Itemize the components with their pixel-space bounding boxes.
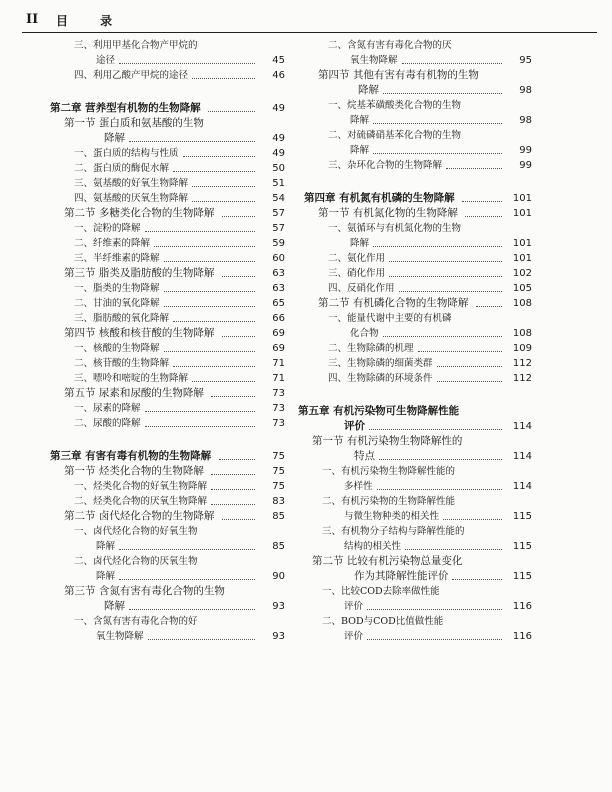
toc-entry-title: 第四节 其他有害有毒有机物的生物 <box>318 69 479 81</box>
toc-entry-title: 一、烷基苯磺酸类化合物的生物 <box>328 100 462 111</box>
toc-entry-title: 四、生物除磷的环境条件 <box>328 373 433 384</box>
toc-entry-title: 化合物 <box>350 328 379 339</box>
toc-section[interactable] <box>44 131 285 146</box>
toc-page-number: 73 <box>272 403 285 414</box>
toc-subsection[interactable] <box>44 629 285 644</box>
leader-dots <box>211 479 255 490</box>
toc-entry-title: 结构的相关性 <box>344 541 402 552</box>
toc-subsection[interactable] <box>298 221 532 236</box>
toc-subsection[interactable] <box>298 614 532 629</box>
leader-dots <box>437 371 502 382</box>
leader-dots <box>164 296 255 307</box>
toc-page-number: 59 <box>272 238 285 249</box>
toc-entry-title: 氧生物降解 <box>350 55 398 66</box>
toc-entry-title: 降解 <box>350 238 370 249</box>
toc-entry-title: 一、卤代烃化合物的好氧生物 <box>74 526 198 537</box>
toc-page-number: 116 <box>512 631 532 642</box>
toc-subsection[interactable] <box>44 494 285 509</box>
toc-subsection[interactable] <box>298 326 532 341</box>
leader-dots <box>399 281 502 292</box>
toc-page-number: 75 <box>272 451 285 462</box>
toc-entry-title: 降解 <box>96 571 116 582</box>
toc-entry-title: 四、氨基酸的厌氧生物降解 <box>74 193 189 204</box>
toc-subsection[interactable] <box>298 584 532 599</box>
leader-dots <box>219 449 255 460</box>
toc-page-number: 114 <box>512 421 532 432</box>
toc-section[interactable] <box>44 509 285 524</box>
toc-entry-title: 二、含氮有害有毒化合物的厌 <box>328 40 452 51</box>
toc-entry-title: 降解 <box>104 600 125 612</box>
leader-dots <box>222 266 255 277</box>
toc-entry-title: 第一节 有机氮化物的生物降解 <box>318 207 458 219</box>
toc-page-number: 57 <box>272 223 285 234</box>
leader-dots <box>192 68 255 79</box>
toc-subsection[interactable] <box>44 524 285 539</box>
toc-entry-title: 第一节 蛋白质和氨基酸的生物 <box>64 117 204 129</box>
toc-entry-title: 与微生物种类的相关性 <box>344 511 440 522</box>
toc-page-number: 93 <box>272 601 285 612</box>
toc-subsection[interactable] <box>298 599 532 614</box>
toc-subsection[interactable] <box>44 281 285 296</box>
leader-dots <box>192 176 255 187</box>
toc-page-number: 108 <box>512 328 532 339</box>
leader-dots <box>211 386 255 397</box>
toc-page-number: 73 <box>272 418 285 429</box>
toc-subsection[interactable] <box>44 221 285 236</box>
toc-section[interactable] <box>44 584 285 599</box>
toc-entry-title: 三、有机物分子结构与降解性能的 <box>322 526 465 537</box>
toc-entry-title: 二、有机污染物的生物降解性能 <box>322 496 456 507</box>
toc-subsection[interactable] <box>298 128 532 143</box>
leader-dots <box>452 569 502 580</box>
toc-section[interactable] <box>44 386 285 401</box>
toc-page-number: 85 <box>272 511 285 522</box>
toc-subsection[interactable] <box>44 479 285 494</box>
toc-entry-title: 一、能量代谢中主要的有机磷 <box>328 313 452 324</box>
toc-entry-title: 三、杂环化合物的生物降解 <box>328 160 443 171</box>
toc-left-column <box>44 38 285 644</box>
toc-page-number: 93 <box>272 631 285 642</box>
header-title: 目 录 <box>56 14 127 28</box>
toc-page-number: 46 <box>272 70 285 81</box>
toc-entry-title: 第五章 有机污染物可生物降解性能 <box>298 405 460 417</box>
toc-subsection[interactable] <box>298 371 532 386</box>
leader-dots <box>222 509 255 520</box>
toc-entry-title: 二、核苷酸的生物降解 <box>74 358 170 369</box>
leader-dots <box>183 146 255 157</box>
leader-dots <box>164 281 255 292</box>
leader-dots <box>367 599 502 610</box>
toc-entry-title: 二、蛋白质的酶促水解 <box>74 163 170 174</box>
toc-page-number: 112 <box>512 373 532 384</box>
toc-entry-title: 三、生物除磷的细菌类群 <box>328 358 433 369</box>
leader-dots <box>222 326 255 337</box>
toc-entry-title: 第三章 有害有毒有机物的生物降解 <box>50 450 212 462</box>
leader-dots <box>446 158 502 169</box>
leader-dots <box>418 341 502 352</box>
toc-page-number: 98 <box>519 85 532 96</box>
toc-chapter[interactable] <box>44 101 285 116</box>
toc-page-number: 114 <box>512 451 532 462</box>
toc-subsection[interactable] <box>44 236 285 251</box>
leader-dots <box>465 206 502 217</box>
toc-page-number: 101 <box>512 253 532 264</box>
leader-dots <box>379 449 502 460</box>
toc-subsection[interactable] <box>44 356 285 371</box>
section-gap <box>44 431 285 449</box>
leader-dots <box>173 311 255 322</box>
toc-entry-title: 一、核酸的生物降解 <box>74 343 160 354</box>
toc-entry-title: 二、卤代烃化合物的厌氧生物 <box>74 556 198 567</box>
toc-entry-title: 一、烃类化合物的好氧生物降解 <box>74 481 208 492</box>
toc-chapter[interactable] <box>298 419 532 434</box>
toc-page-number: 49 <box>272 103 285 114</box>
toc-entry-title: 评价 <box>344 631 364 642</box>
toc-section[interactable] <box>298 434 532 449</box>
toc-page-number: 102 <box>512 268 532 279</box>
toc-right-column <box>298 38 532 644</box>
toc-subsection[interactable] <box>44 146 285 161</box>
toc-page-number: 101 <box>512 208 532 219</box>
toc-page-number: 99 <box>519 145 532 156</box>
toc-subsection[interactable] <box>44 569 285 584</box>
toc-subsection[interactable] <box>298 143 532 158</box>
toc-entry-title: 第二章 营养型有机物的生物降解 <box>50 102 201 114</box>
leader-dots <box>437 356 502 367</box>
toc-entry-title: 特点 <box>354 450 375 462</box>
toc-entry-title: 三、脂肪酸的氧化降解 <box>74 313 170 324</box>
toc-subsection[interactable] <box>44 161 285 176</box>
toc-entry-title: 一、氨循环与有机氮化物的生物 <box>328 223 462 234</box>
toc-entry-title: 三、半纤维素的降解 <box>74 253 160 264</box>
toc-page-number: 98 <box>519 115 532 126</box>
leader-dots <box>164 251 255 262</box>
toc-section[interactable] <box>298 554 532 569</box>
toc-subsection[interactable] <box>298 311 532 326</box>
toc-page-number: 95 <box>519 55 532 66</box>
toc-entry-title: 第一节 烃类化合物的生物降解 <box>64 465 204 477</box>
toc-page-number: 115 <box>512 541 532 552</box>
toc-page-number: 63 <box>272 283 285 294</box>
leader-dots <box>173 161 255 172</box>
toc-section[interactable] <box>298 68 532 83</box>
toc-subsection[interactable] <box>44 554 285 569</box>
leader-dots <box>164 341 255 352</box>
leader-dots <box>208 101 255 112</box>
toc-section[interactable] <box>44 326 285 341</box>
toc-section[interactable] <box>298 569 532 584</box>
toc-subsection[interactable] <box>298 539 532 554</box>
toc-page-number: 112 <box>512 358 532 369</box>
toc-entry-title: 评价 <box>344 601 364 612</box>
toc-entry-title: 评价 <box>344 420 365 432</box>
toc-entry-title: 第一节 有机污染物生物降解性的 <box>312 435 463 447</box>
toc-subsection[interactable] <box>298 629 532 644</box>
toc-entry-title: 四、利用乙酸产甲烷的途径 <box>74 70 189 81</box>
toc-subsection[interactable] <box>44 191 285 206</box>
section-gap <box>298 173 532 191</box>
toc-entry-title: 三、利用甲基化合物产甲烷的 <box>74 40 198 51</box>
toc-subsection[interactable] <box>44 251 285 266</box>
toc-page-number: 116 <box>512 601 532 612</box>
toc-entry-title: 一、含氮有害有毒化合物的好 <box>74 616 198 627</box>
toc-page-number: 71 <box>272 358 285 369</box>
toc-subsection[interactable] <box>298 494 532 509</box>
toc-page-number: 65 <box>272 298 285 309</box>
toc-subsection[interactable] <box>298 113 532 128</box>
toc-subsection[interactable] <box>44 371 285 386</box>
toc-entry-title: 三、嘌呤和嘧啶的生物降解 <box>74 373 189 384</box>
toc-subsection[interactable] <box>298 524 532 539</box>
toc-page-number: 114 <box>512 481 532 492</box>
toc-subsection[interactable] <box>44 38 285 53</box>
leader-dots <box>462 191 502 202</box>
toc-subsection[interactable] <box>44 176 285 191</box>
leader-dots <box>145 221 255 232</box>
leader-dots <box>129 131 255 142</box>
toc-page-number: 90 <box>272 571 285 582</box>
toc-entry-title: 降解 <box>104 132 125 144</box>
toc-section[interactable] <box>44 599 285 614</box>
leader-dots <box>192 371 255 382</box>
toc-entry-title: 一、有机污染物生物降解性能的 <box>322 466 456 477</box>
toc-entry-title: 第二节 多糖类化合物的生物降解 <box>64 207 215 219</box>
toc-subsection[interactable] <box>44 401 285 416</box>
toc-subsection[interactable] <box>298 236 532 251</box>
toc-entry-title: 第五节 尿素和尿酸的生物降解 <box>64 387 204 399</box>
leader-dots <box>222 206 255 217</box>
toc-entry-title: 多样性 <box>344 481 373 492</box>
toc-section[interactable] <box>44 266 285 281</box>
leader-dots <box>383 83 502 94</box>
toc-subsection[interactable] <box>44 53 285 68</box>
leader-dots <box>148 629 255 640</box>
toc-entry-title: 一、淀粉的降解 <box>74 223 141 234</box>
leader-dots <box>373 143 502 154</box>
toc-page-number: 49 <box>272 148 285 159</box>
toc-page-number: 101 <box>512 193 532 204</box>
toc-page-number: 60 <box>272 253 285 264</box>
toc-page-number: 73 <box>272 388 285 399</box>
toc-page-number: 69 <box>272 328 285 339</box>
leader-dots <box>173 356 255 367</box>
leader-dots <box>405 539 502 550</box>
toc-page-number: 115 <box>512 571 532 582</box>
toc-entry-title: 作为其降解性能评价 <box>354 570 449 582</box>
toc-section[interactable] <box>298 206 532 221</box>
toc-subsection[interactable] <box>298 356 532 371</box>
toc-section[interactable] <box>298 296 532 311</box>
page-number: II <box>26 12 39 27</box>
leader-dots <box>129 599 255 610</box>
toc-page-number: 50 <box>272 163 285 174</box>
leader-dots <box>211 464 255 475</box>
toc-entry-title: 第二节 卤代烃化合物的生物降解 <box>64 510 215 522</box>
toc-subsection[interactable] <box>298 341 532 356</box>
toc-page-number: 115 <box>512 511 532 522</box>
toc-entry-title: 二、对硫磷硝基苯化合物的生物 <box>328 130 462 141</box>
toc-subsection[interactable] <box>298 38 532 53</box>
toc-entry-title: 第三节 含氮有害有毒化合物的生物 <box>64 585 225 597</box>
leader-dots <box>369 419 502 430</box>
leader-dots <box>373 113 502 124</box>
page-header <box>22 10 597 33</box>
toc-page-number: 45 <box>272 55 285 66</box>
toc-chapter[interactable] <box>44 449 285 464</box>
toc-entry-title: 二、尿酸的降解 <box>74 418 141 429</box>
leader-dots <box>211 494 255 505</box>
toc-page-number: 49 <box>272 133 285 144</box>
toc-page-number: 69 <box>272 343 285 354</box>
toc-chapter[interactable] <box>298 191 532 206</box>
toc-entry-title: 氧生物降解 <box>96 631 144 642</box>
toc-page-number: 83 <box>272 496 285 507</box>
toc-page-number: 66 <box>272 313 285 324</box>
leader-dots <box>389 266 502 277</box>
toc-entry-title: 一、尿素的降解 <box>74 403 141 414</box>
leader-dots <box>119 569 255 580</box>
toc-entry-title: 第三节 脂类及脂肪酸的生物降解 <box>64 267 215 279</box>
leader-dots <box>389 251 502 262</box>
toc-page-number: 75 <box>272 466 285 477</box>
leader-dots <box>402 53 502 64</box>
toc-page-number: 54 <box>272 193 285 204</box>
toc-entry-title: 三、硝化作用 <box>328 268 386 279</box>
toc-entry-title: 第二节 比较有机污染物总量变化 <box>312 555 463 567</box>
toc-subsection[interactable] <box>44 341 285 356</box>
toc-page-number: 71 <box>272 373 285 384</box>
toc-subsection[interactable] <box>298 281 532 296</box>
toc-subsection[interactable] <box>44 311 285 326</box>
toc-subsection[interactable] <box>298 53 532 68</box>
toc-subsection[interactable] <box>298 464 532 479</box>
leader-dots <box>145 416 255 427</box>
toc-entry-title: 一、比较COD去除率做性能 <box>322 586 440 597</box>
toc-entry-title: 三、氨基酸的好氧生物降解 <box>74 178 189 189</box>
toc-entry-title: 降解 <box>350 115 370 126</box>
toc-section[interactable] <box>298 83 532 98</box>
toc-subsection[interactable] <box>298 479 532 494</box>
toc-page-number: 51 <box>272 178 285 189</box>
toc-entry-title: 途径 <box>96 55 116 66</box>
toc-entry-title: 一、蛋白质的结构与性质 <box>74 148 179 159</box>
leader-dots <box>377 479 502 490</box>
toc-page-number: 75 <box>272 481 285 492</box>
section-gap <box>298 386 532 404</box>
leader-dots <box>119 539 255 550</box>
toc-page-number: 105 <box>512 283 532 294</box>
toc-entry-title: 二、纤维素的降解 <box>74 238 151 249</box>
section-gap <box>44 83 285 101</box>
toc-page-number: 85 <box>272 541 285 552</box>
toc-section[interactable] <box>44 464 285 479</box>
toc-entry-title: 第四章 有机氮有机磷的生物降解 <box>304 192 455 204</box>
leader-dots <box>154 236 255 247</box>
leader-dots <box>145 401 255 412</box>
toc-page-number: 63 <box>272 268 285 279</box>
toc-page-number: 101 <box>512 238 532 249</box>
toc-section[interactable] <box>298 449 532 464</box>
leader-dots <box>373 236 502 247</box>
toc-page-number: 109 <box>512 343 532 354</box>
toc-entry-title: 第二节 有机磷化合物的生物降解 <box>318 297 469 309</box>
toc-subsection[interactable] <box>44 416 285 431</box>
leader-dots <box>192 191 255 202</box>
toc-subsection[interactable] <box>44 68 285 83</box>
toc-entry-title: 降解 <box>350 145 370 156</box>
toc-subsection[interactable] <box>298 266 532 281</box>
toc-entry-title: 降解 <box>358 84 379 96</box>
leader-dots <box>383 326 502 337</box>
toc-subsection[interactable] <box>44 296 285 311</box>
toc-page-number: 108 <box>512 298 532 309</box>
toc-page-number: 99 <box>519 160 532 171</box>
leader-dots <box>367 629 502 640</box>
toc-subsection[interactable] <box>44 539 285 554</box>
leader-dots <box>443 509 502 520</box>
toc-entry-title: 降解 <box>96 541 116 552</box>
toc-subsection[interactable] <box>298 509 532 524</box>
toc-subsection[interactable] <box>298 251 532 266</box>
toc-section[interactable] <box>44 116 285 131</box>
toc-entry-title: 二、甘油的氧化降解 <box>74 298 160 309</box>
toc-entry-title: 四、反硝化作用 <box>328 283 395 294</box>
toc-subsection[interactable] <box>44 614 285 629</box>
toc-entry-title: 第四节 核酸和核苷酸的生物降解 <box>64 327 215 339</box>
leader-dots <box>476 296 502 307</box>
toc-entry-title: 二、烃类化合物的厌氧生物降解 <box>74 496 208 507</box>
toc-chapter[interactable] <box>298 404 532 419</box>
toc-section[interactable] <box>44 206 285 221</box>
leader-dots <box>119 53 255 64</box>
toc-page-number: 57 <box>272 208 285 219</box>
toc-entry-title: 一、脂类的生物降解 <box>74 283 160 294</box>
toc-subsection[interactable] <box>298 158 532 173</box>
toc-entry-title: 二、氨化作用 <box>328 253 386 264</box>
toc-entry-title: 二、BOD与COD比值做性能 <box>322 616 444 627</box>
toc-subsection[interactable] <box>298 98 532 113</box>
toc-entry-title: 二、生物除磷的机理 <box>328 343 414 354</box>
